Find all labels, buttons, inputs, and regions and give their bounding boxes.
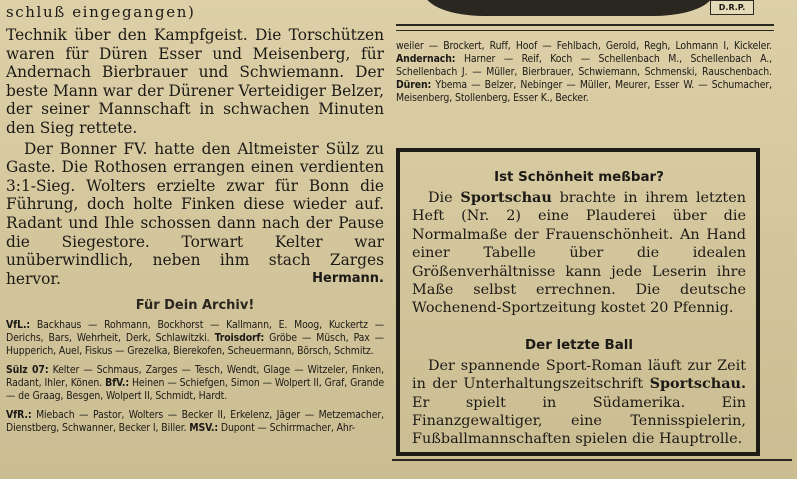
- article-paragraph-2-text: Der Bonner FV. hatte den Altmeister Sülz zu Gaste. Die Rothosen errangen einen verdienten 3:1-Sieg. Wolters erzielte zwar für Bonn die Führung, doch holte Finken diese wieder auf. Radant und Ihle schossen dann nach der Pause die Siegestore. Torwart Kelter war unüberwindlich, neben ihm stach Zarges hervor.: [6, 139, 384, 288]
- team-label: MSV.:: [189, 422, 219, 435]
- notice-text-2-b: Er spielt in Südamerika. Ein Finanzgewaltiger, eine Tennisspielerin, Fußballmannschaften spielen die Hauptrolle.: [412, 394, 746, 448]
- left-column: [6, 0, 384, 441]
- lineup-text: Kelter — Schmaus, Zarges — Tesch, Wendt, Glage — Witzeler, Finken, Radant, Ihler, Könen.: [6, 364, 385, 390]
- bottom-divider-rule: [392, 459, 792, 464]
- advertisement-banner: [396, 0, 794, 30]
- team-label: Andernach:: [396, 53, 456, 65]
- team-label: Sülz 07:: [6, 364, 49, 377]
- notice-text-1-b: brachte in ihrem letzten Heft (Nr. 2) eine Plauderei über die Normalmaße der Frauenschönheit. An Hand einer Tabelle über die idealen Größenverhältnisse kann jede Leserin ihre Maße selbst errechnen. Die deutsche Wochenend-Sportzeitung kostet 20 Pfennig.: [412, 190, 746, 317]
- notice-title-2: Der letzte Ball: [525, 337, 633, 353]
- patent-badge: D.R.P.: [710, 0, 754, 15]
- lineup-block: [6, 409, 384, 435]
- notice-text-1-a: Die: [428, 190, 461, 206]
- author-signature: Hermann.: [312, 270, 384, 286]
- lineup-continuation: [396, 40, 772, 111]
- lineup-text: Ybema — Belzer, Nebinger — Müller, Meurer, Esser W. — Schumacher, Meisenberg, Stollenberg, Esser K., Becker.: [396, 79, 772, 104]
- team-label: VfL.:: [6, 319, 31, 332]
- notice-box: [396, 148, 760, 456]
- notice-title-1: Ist Schönheit meßbar?: [494, 170, 664, 185]
- article-paragraph-1: Technik über den Kampfgeist. Die Torschützen waren für Düren Esser und Meisenberg, für Andernach Bierbrauer und Schwiemann. Der beste Mann war der Dürener Verteidiger Belzer, der seiner Mannschaft in schwachen Minuten den Sieg rettete.: [6, 26, 384, 137]
- lineup-block: [6, 319, 384, 358]
- team-label: BfV.:: [105, 377, 129, 390]
- lineup-text: Dupont — Schirrmacher, Ahr-: [218, 422, 356, 435]
- lineup-text: Heinen — Schiefgen, Simon — Wolpert II, Graf, Grande — de Graag, Besgen, Wolpert II, Schmidt, Hardt.: [6, 377, 384, 403]
- team-label: VfR.:: [6, 409, 32, 422]
- notice-text-2-bold: Sportschau.: [649, 375, 746, 393]
- lineup-block: [396, 40, 772, 105]
- lineup-text: Harner — Reif, Koch — Schellenbach M., Schellenbach A., Schellenbach J. — Müller, Bierbrauer, Schwiemann, Schmenski, Rauschenbach.: [396, 53, 772, 78]
- advertisement-graphic: [424, 0, 714, 16]
- continuation-heading: schluß eingegangen): [6, 3, 196, 21]
- notice-text-2: [412, 357, 746, 449]
- notice-text-1-bold: Sportschau: [460, 189, 552, 206]
- team-label: Troisdorf:: [214, 332, 265, 345]
- lineup-text: Gröbe — Müsch, Pax — Hupperich, Auel, Fiskus — Grezelka, Bierekofen, Scheuermann, Börsch, Schmitz.: [6, 332, 384, 358]
- lineup-text: Backhaus — Rohmann, Bockhorst — Kallmann, E. Moog, Kuckertz — Derichs, Bars, Wehrheit, Derk, Schlawitzki.: [6, 319, 384, 345]
- archive-heading: Für Dein Archiv!: [135, 298, 255, 314]
- lineup-block: [6, 364, 384, 403]
- team-label: Düren:: [396, 79, 432, 91]
- article-paragraph-2: [6, 140, 384, 289]
- divider-rule: [396, 24, 774, 31]
- notice-text-2-a: Der spannende Sport-Roman läuft zur Zeit in der Unterhaltungszeitschrift: [412, 357, 746, 393]
- lineup-text: weiler — Brockert, Ruff, Hoof — Fehlbach, Gerold, Regh, Lohmann I, Kickeler.: [396, 40, 772, 52]
- lineup-text: Miebach — Pastor, Wolters — Becker II, Erkelenz, Jäger — Metzemacher, Dienstberg, Schwanner, Becker I, Biller.: [6, 409, 384, 435]
- notice-text-1: [412, 189, 746, 318]
